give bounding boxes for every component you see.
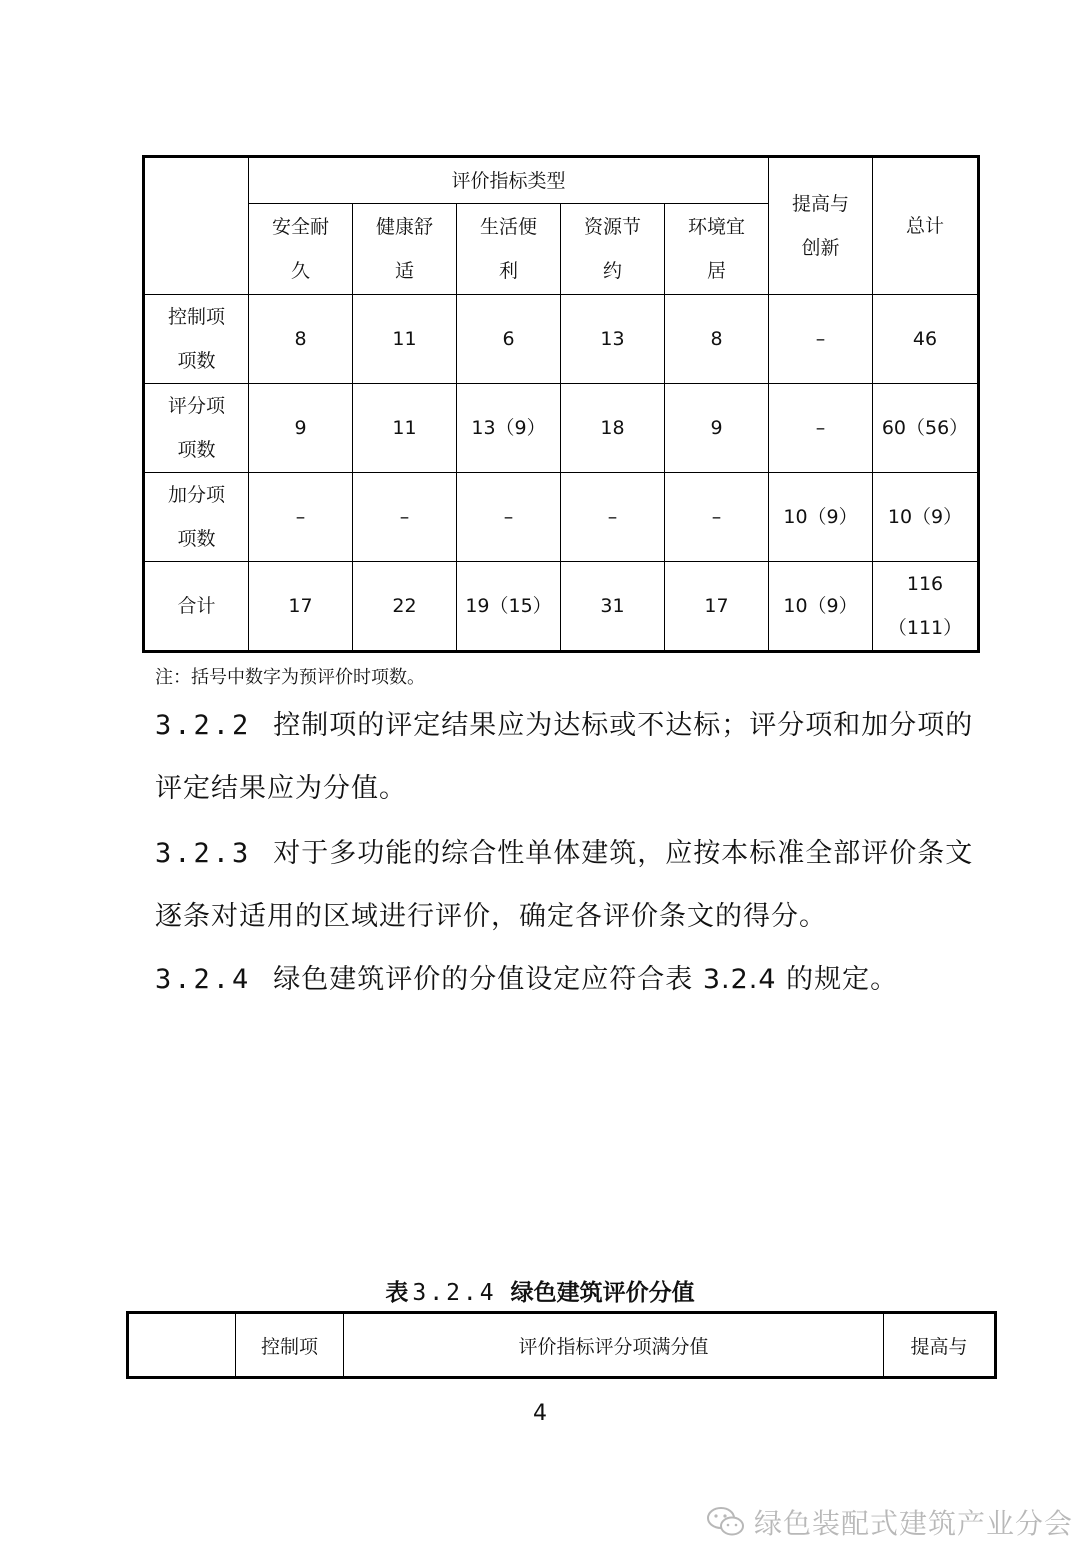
cell: – [769,384,873,473]
cell: 10（9） [873,473,979,562]
corner-cell [144,157,249,295]
watermark: 绿色装配式建筑产业分会 [706,1502,1073,1542]
cell: 31 [561,562,665,652]
cell: – [457,473,561,562]
cell: 8 [665,295,769,384]
table-row [144,562,979,652]
cell: 10（9） [769,562,873,652]
cell: 46 [873,295,979,384]
group-header: 评价指标类型 [249,157,769,204]
scoring-header: 评价指标评分项满分值 [344,1313,884,1378]
category-header: 环境宜 居 [665,204,769,295]
score-value-table [126,1311,997,1379]
cell: 9 [249,384,353,473]
cell: 9 [665,384,769,473]
total-header: 总计 [873,157,979,295]
wechat-icon [706,1505,746,1539]
cell: 60（56） [873,384,979,473]
cell: 17 [665,562,769,652]
cell: – [561,473,665,562]
cell: – [249,473,353,562]
row-label: 评分项 项数 [144,384,249,473]
innovation-header: 提高与 创新 [769,157,873,295]
table-row [144,295,979,384]
innovation-header: 提高与 [884,1313,996,1378]
cell: 22 [353,562,457,652]
corner-cell [128,1313,236,1378]
category-header: 生活便 利 [457,204,561,295]
cell: 13（9） [457,384,561,473]
clause-3-2-2: 3.2.2 控制项的评定结果应为达标或不达标；评分项和加分项的 评定结果应为分值。 [155,710,974,804]
control-header: 控制项 [236,1313,344,1378]
row-label: 控制项 项数 [144,295,249,384]
row-label: 加分项 项数 [144,473,249,562]
category-header: 安全耐 久 [249,204,353,295]
cell: 6 [457,295,561,384]
cell: 11 [353,384,457,473]
category-header: 健康舒 适 [353,204,457,295]
cell: 13 [561,295,665,384]
table-row [144,473,979,562]
cell: 17 [249,562,353,652]
page-number: 4 [533,1401,547,1426]
cell: 19（15） [457,562,561,652]
cell: – [353,473,457,562]
cell: 11 [353,295,457,384]
table-row [144,384,979,473]
table-caption: 表 3.2.4 绿色建筑评价分值 [385,1280,695,1306]
category-header: 资源节 约 [561,204,665,295]
table-note: 注：括号中数字为预评价时项数。 [155,667,425,688]
cell: 116 （111） [873,562,979,652]
row-label: 合计 [144,562,249,652]
cell: 10（9） [769,473,873,562]
clause-3-2-3: 3.2.3 对于多功能的综合性单体建筑，应按本标准全部评价条文 逐条对适用的区域进行评价，确定各评价条文的得分。 [155,838,974,932]
clause-3-2-4: 3.2.4 绿色建筑评价的分值设定应符合表 3.2.4 的规定。 [155,964,899,995]
cell: – [665,473,769,562]
cell: 18 [561,384,665,473]
item-count-table [142,155,980,653]
cell: 8 [249,295,353,384]
cell: – [769,295,873,384]
